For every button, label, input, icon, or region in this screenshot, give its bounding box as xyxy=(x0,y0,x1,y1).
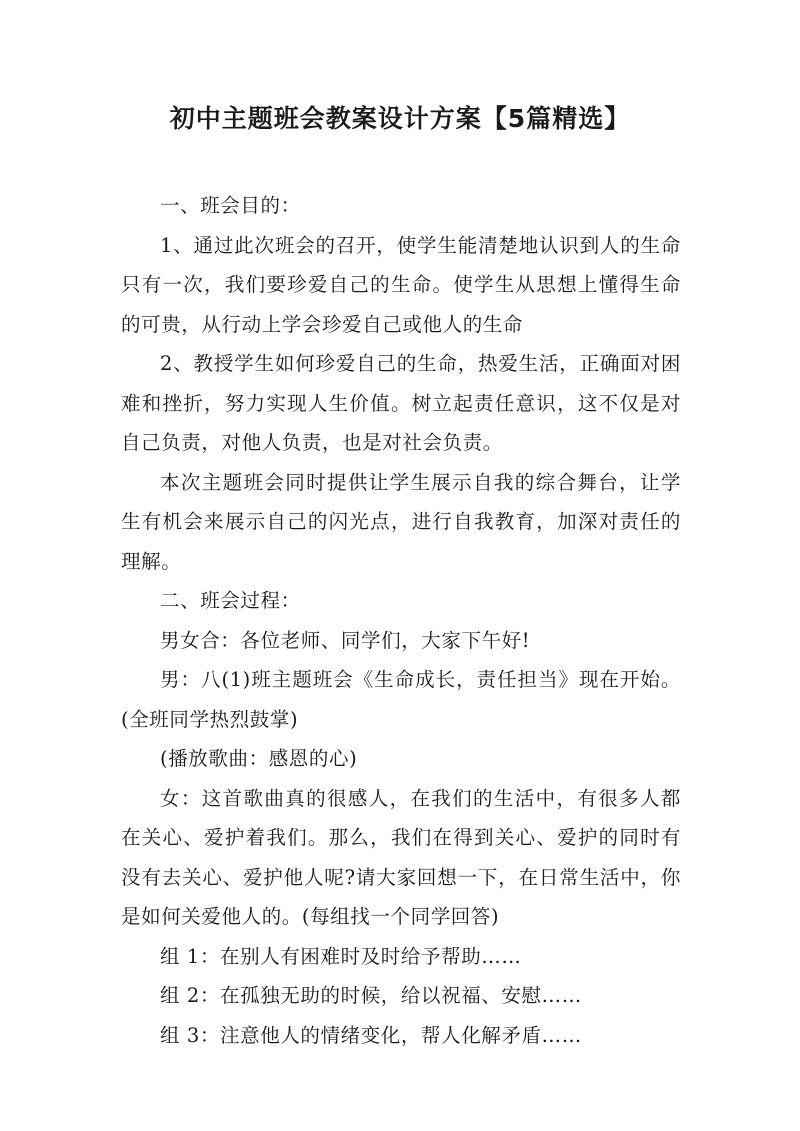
paragraph: 男女合：各位老师、同学们，大家下午好! xyxy=(160,628,531,652)
paragraph: 组 2：在孤独无助的时候，给以祝福、安慰…… xyxy=(160,984,582,1007)
document-title: 初中主题班会教案设计方案【5篇精选】 xyxy=(169,104,631,133)
paragraph: 组 3：注意他人的情绪变化，帮人化解矛盾…… xyxy=(160,1023,582,1047)
document-body xyxy=(121,186,681,1055)
paragraph: 女：这首歌曲真的很感人，在我们的生活中，有很多人都在关心、爱护着我们。那么，我们在得到关心、爱护的同时有没有去关心、爱护他人呢?请大家回想一下，在日常生活中，你是如何关爱他人的。(每组找一个同学回答) xyxy=(121,786,681,928)
paragraph: 男：八(1)班主题班会《生命成长，责任担当》现在开始。(全班同学热烈鼓掌) xyxy=(121,668,681,731)
paragraph: 2、教授学生如何珍爱自己的生命，热爱生活，正确面对困难和挫折，努力实现人生价值。树立起责任意识，这不仅是对自己负责，对他人负责，也是对社会负责。 xyxy=(121,352,681,454)
paragraph: 组 1：在别人有困难时及时给予帮助…… xyxy=(160,944,522,968)
section-heading-purpose: 一、班会目的： xyxy=(160,194,301,217)
section-heading-process: 二、班会过程： xyxy=(160,589,301,612)
paragraph: 1、通过此次班会的召开，使学生能清楚地认识到人的生命只有一次，我们要珍爱自己的生命。使学生从思想上懂得生命的可贵，从行动上学会珍爱自己或他人的生命 xyxy=(121,233,681,336)
paragraph: (播放歌曲：感恩的心) xyxy=(160,747,358,770)
paragraph: 本次主题班会同时提供让学生展示自我的综合舞台，让学生有机会来展示自己的闪光点，进行自我教育，加深对责任的理解。 xyxy=(121,470,681,573)
